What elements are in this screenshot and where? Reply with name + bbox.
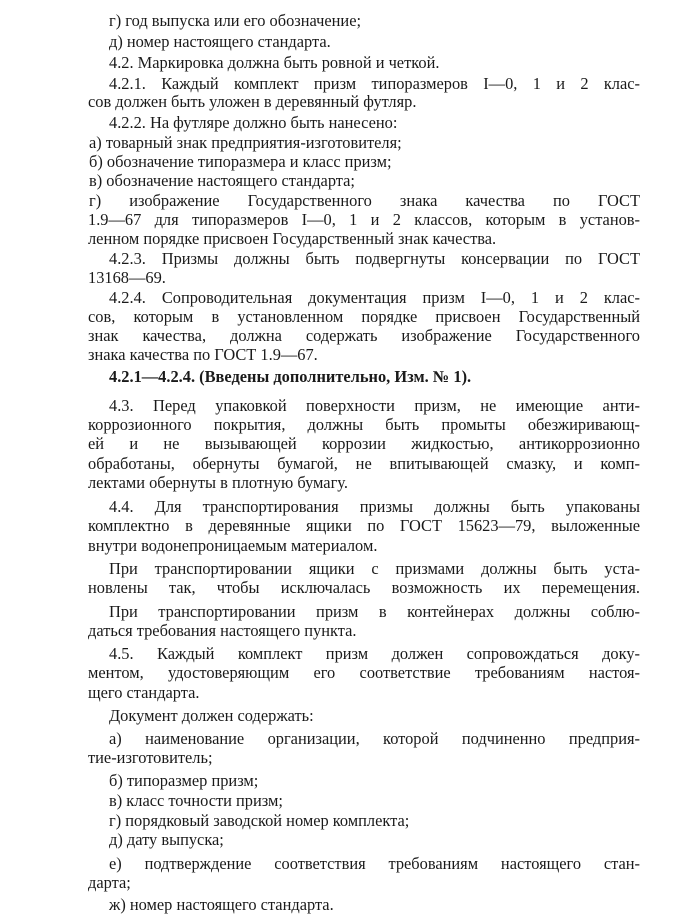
text-line: 4.2.4. Сопроводительная документация призм I—0, 1 и 2 клас- <box>109 288 640 307</box>
text-line: е) подтверждение соответствия требованиям настоящего стан- <box>109 854 640 873</box>
text-line: 4.2.3. Призмы должны быть подвергнуты консервации по ГОСТ <box>109 249 640 268</box>
text-line: г) порядковый заводской номер комплекта; <box>109 811 410 830</box>
text-line: 4.2. Маркировка должна быть ровной и четкой. <box>109 53 440 72</box>
text-line: 4.4. Для транспортирования призмы должны быть упакованы <box>109 497 640 516</box>
text-line: знака качества по ГОСТ 1.9—67. <box>88 345 318 364</box>
text-line: б) обозначение типоразмера и класс призм; <box>89 152 392 171</box>
text-line: При транспортировании ящики с призмами должны быть уста- <box>109 559 640 578</box>
text-line: 1.9—67 для типоразмеров I—0, 1 и 2 классов, которым в установ- <box>88 210 640 229</box>
text-line: д) дату выпуска; <box>109 830 224 849</box>
text-line: сов, которым в установленном порядке присвоен Государственный <box>88 307 640 326</box>
text-line: При транспортировании призм в контейнерах должны соблю- <box>109 602 640 621</box>
text-line: б) типоразмер призм; <box>109 771 259 790</box>
text-line: 4.3. Перед упаковкой поверхности призм, не имеющие анти- <box>109 396 640 415</box>
text-line: ей и не вызывающей коррозии жидкостью, антикоррозионно <box>88 434 640 453</box>
text-line: д) номер настоящего стандарта. <box>109 32 331 51</box>
text-line: а) наименование организации, которой подчиненно предприя- <box>109 729 640 748</box>
text-line: даться требования настоящего пункта. <box>88 621 357 640</box>
amendment-note: 4.2.1—4.2.4. (Введены дополнительно, Изм. № 1). <box>109 367 472 386</box>
text-line: г) изображение Государственного знака качества по ГОСТ <box>89 191 640 210</box>
text-line: ж) номер настоящего стандарта. <box>109 895 334 914</box>
text-line: в) класс точности призм; <box>109 791 283 810</box>
text-line: дарта; <box>88 873 131 892</box>
text-line: тие-изготовитель; <box>88 748 213 767</box>
text-line: 13168—69. <box>88 268 166 287</box>
text-line: ментом, удостоверяющим его соответствие требованиям настоя- <box>88 663 640 682</box>
text-line: внутри водонепроницаемым материалом. <box>88 536 378 555</box>
text-line: щего стандарта. <box>88 683 200 702</box>
text-line: новлены так, чтобы исключалась возможность их перемещения. <box>88 578 640 597</box>
text-line: Документ должен содержать: <box>109 706 314 725</box>
text-line: коррозионного покрытия, должны быть промыты обезжиривающ- <box>88 415 640 434</box>
text-line: в) обозначение настоящего стандарта; <box>89 171 355 190</box>
text-line: г) год выпуска или его обозначение; <box>109 11 362 30</box>
text-line: 4.5. Каждый комплект призм должен сопровождаться доку- <box>109 644 640 663</box>
text-line: а) товарный знак предприятия-изготовителя; <box>89 133 402 152</box>
text-line: 4.2.2. На футляре должно быть нанесено: <box>109 113 398 132</box>
text-line: сов должен быть уложен в деревянный футляр. <box>88 92 417 111</box>
text-line: знак качества, должна содержать изображение Государственного <box>88 326 640 345</box>
text-line: 4.2.1. Каждый комплект призм типоразмеров I—0, 1 и 2 клас- <box>109 74 640 93</box>
text-line: комплектно в деревянные ящики по ГОСТ 15623—79, выложенные <box>88 516 640 535</box>
text-line: лектами обернуты в плотную бумагу. <box>88 473 348 492</box>
text-line: обработаны, обернуты бумагой, не впитывающей смазку, и комп- <box>88 454 640 473</box>
text-line: ленном порядке присвоен Государственный знак качества. <box>88 229 497 248</box>
